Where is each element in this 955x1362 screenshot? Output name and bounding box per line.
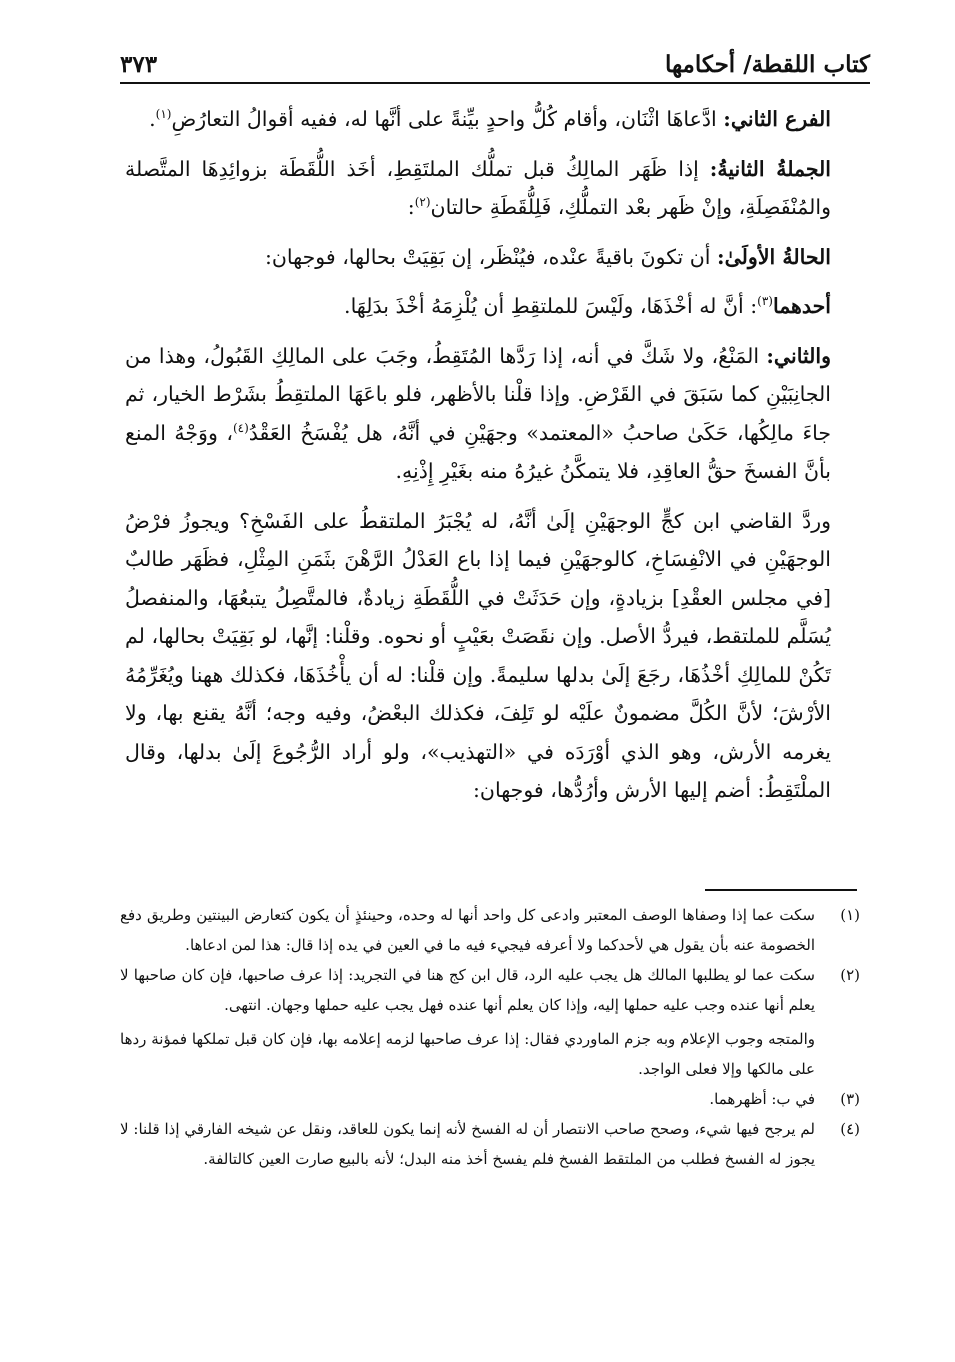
footnote-number: (٤) bbox=[840, 1120, 860, 1138]
footnote-paragraph: والمتجه وجوب الإعلام وبه جزم الماوردي فقال: إذا عرف صاحبها لزمه إعلامه بها، فإن كان قبل تملكها فمؤنة ردها على مالكها وإلا فعلى الواجد. bbox=[120, 1030, 815, 1078]
paragraph-text: أن تكونَ باقيةً عنْده، فيُنْظَر، إن بَقِيَتْ بحالها، فوجهان: bbox=[264, 244, 718, 269]
paragraph-tail: . bbox=[149, 107, 156, 131]
paragraph-ahaduhuma bbox=[125, 287, 867, 326]
paragraph-jumla-thaniya bbox=[125, 150, 867, 227]
paragraph-heading: الحالةُ الأولَىٰ: bbox=[717, 244, 831, 269]
footnote-ref[interactable]: (٢) bbox=[414, 195, 431, 210]
footnote-separator bbox=[705, 889, 857, 891]
paragraph-tail: : bbox=[407, 195, 415, 219]
chapter-title: كتاب اللقطة/ أحكامها bbox=[664, 51, 870, 78]
paragraph-heading: والثاني: bbox=[766, 343, 831, 368]
paragraph-heading: الفرع الثاني: bbox=[723, 107, 831, 131]
paragraph-text: ادَّعاهَا اثْنَان، وأقام كُلُّ واحدٍ بيِّنةً على أنَّها له، ففيه أقوالُ التعارُضِ bbox=[171, 107, 724, 131]
paragraph-text: إذا ظَهَر المالِكُ قبل تملُّك الملتَقِطِ، أخَذ اللُّقَطَة بزوائِدِهَا المتَّصلة والمُنْفَصِلَةِ، وإنْ ظَهر بعْد التملُّكِ، فَلِلُّقَطَةِ حالتان bbox=[125, 156, 831, 219]
footnote-item bbox=[120, 900, 860, 960]
footnote-ref[interactable]: (٣) bbox=[757, 294, 773, 309]
paragraph-heading: الجملةُ الثانيةُ: bbox=[709, 156, 832, 181]
footnote-text bbox=[120, 1084, 815, 1114]
footnote-text bbox=[120, 1114, 815, 1174]
footnote-number: (٢) bbox=[840, 966, 860, 984]
footnote-item bbox=[120, 960, 860, 1084]
footnote-ref[interactable]: (١) bbox=[155, 107, 172, 122]
footnote-item bbox=[120, 1084, 860, 1114]
footnote-paragraph: سكت عما إذا وصفاها الوصف المعتبر وادعى كل واحد أنها له وحده، وحينئذٍ أن يكون كتعارض البينتين وطريق دفع الخصومة عنه بأن يقول هي لأحدكما ولا أعرفه فيجيء فيه ما في العين في يده إذا قال: هذا لمن ادعاها. bbox=[120, 906, 815, 954]
footnote-number: (١) bbox=[840, 906, 860, 924]
paragraph-text: المَنْعُ، ولا شَكَّ في أنه، إذا رَدَّها المُتَقِطُ، وجَبَ على المالِكِ القَبُولُ، وهذا من الجانِبَيْنِ كما سَبَقَ في القَرْضِ. وإذا قلْنا بالأظهر، فلو باعَهَا الملتقِطُ بشَرْط الخيار، ثم جاءَ مالِكُها، حَكَىٰ صاحبُ «المعتمد» وجهَيْنِ في أنَّهُ، هل يُفْسَخُ العَقْدُ bbox=[125, 343, 831, 445]
paragraph-text: وردَّ القاضي ابن كجٍّ الوجهَيْنِ إلَىٰ أنَّهُ، له يُجْبَرُ الملتقطُ على الفَسْخِ؟ ويجوزُ فرْضُ الوجهَيْنِ في الانْفِسَاخِ، كالوجهَيْنِ فيما إذا باع العَدْلُ الرَّهْنَ بثَمَنِ المِثْلِ، فظَهَر طالبٌ [في مجلس العقْدِ] بزيادةٍ، وإن حَدَثَتْ في اللُّقَطَةِ زيادةٌ، فالمتَّصِلُ يتبعُهَا، والمنفصلُ يُسَلَّم للملتقط، فيردُّ الأصل. وإن نقَصَتْ بعَيْبٍ أو نحوه. وقلْنا: إنَّها، لو بَقِيَتْ بحالها، لم تَكُنْ للمالِكِ أخْذُهَا، رجَعَ إلَىٰ بدلها سليمةً. وإن قلْنا: له أن يأْخُذَهَا، فكذلك ههنا ويُغَرِّمُهُ الأرْشَ؛ لأنَّ الكُلَّ مضمونٌ علَيْه لو تَلِفَ، فكذلك البعْضُ، وفيه وجه؛ أنَّهُ يقنع بها، ولا يغرمه الأرش، وهو الذي أوْرَدَه في «التهذيب»، ولو أراد الرُّجُوعَ إلَىٰ بدلها، وقال الملْتَقِطُ: أضم إليها الأرش وأرُدُّها، فوجهان: bbox=[125, 508, 831, 802]
page-number: ٣٧٣ bbox=[120, 51, 158, 78]
main-text bbox=[125, 100, 867, 821]
footnote-text bbox=[120, 900, 815, 960]
paragraph-tail: ، ووَجْهُ المنع بأنَّ الفسخَ حقُّ العاقِدِ، فلا يتمكَّنُ غيرُهُ منه بغَيْرِ إِذْنِهِ. bbox=[125, 420, 831, 483]
paragraph-hala-ula bbox=[125, 238, 867, 277]
footnote-number: (٣) bbox=[840, 1090, 860, 1108]
paragraph-thani bbox=[125, 337, 867, 491]
paragraph-far2-thani bbox=[125, 100, 867, 139]
footnote-paragraph: في ب: أظهرهما. bbox=[709, 1090, 815, 1108]
footnote-text bbox=[120, 960, 815, 1084]
footnote-paragraph: سكت عما لو يطلبها المالك هل يجب عليه الرد، قال ابن كج هنا في التجريد: إذا عرف صاحبها، فإن كان صاحبها لا يعلم أنها عنده وجب عليه حملها إليه، وإذا كان يعلم أنها عنده فهل يجب عليه حملها وجهان. انتهى. bbox=[120, 966, 815, 1014]
paragraph-text: : أنَّ له أخْذَهَا، ولَيْسَ للملتقِطِ أن يُلْزِمَهُ أخْذَ بدَلِهَا. bbox=[344, 294, 758, 318]
running-header bbox=[120, 40, 870, 84]
paragraph-heading: أحدهما bbox=[772, 294, 831, 318]
footnote-ref[interactable]: (٤) bbox=[232, 420, 249, 435]
footnote-item bbox=[120, 1114, 860, 1174]
footnotes bbox=[120, 900, 860, 1174]
paragraph-ibn-kajj bbox=[125, 502, 867, 810]
footnote-paragraph: لم يرجح فيها شيء، وصحح صاحب الانتصار أن له الفسخ لأنه إنما يكون للعاقد، ونقل عن شيخه الفارقي إذا قلنا: لا يجوز له الفسخ فطلب من الملتقط الفسخ فلم يفسخ أخذ منه البدل؛ لأنه بالبيع صارت العين كالتالفة. bbox=[120, 1120, 815, 1168]
